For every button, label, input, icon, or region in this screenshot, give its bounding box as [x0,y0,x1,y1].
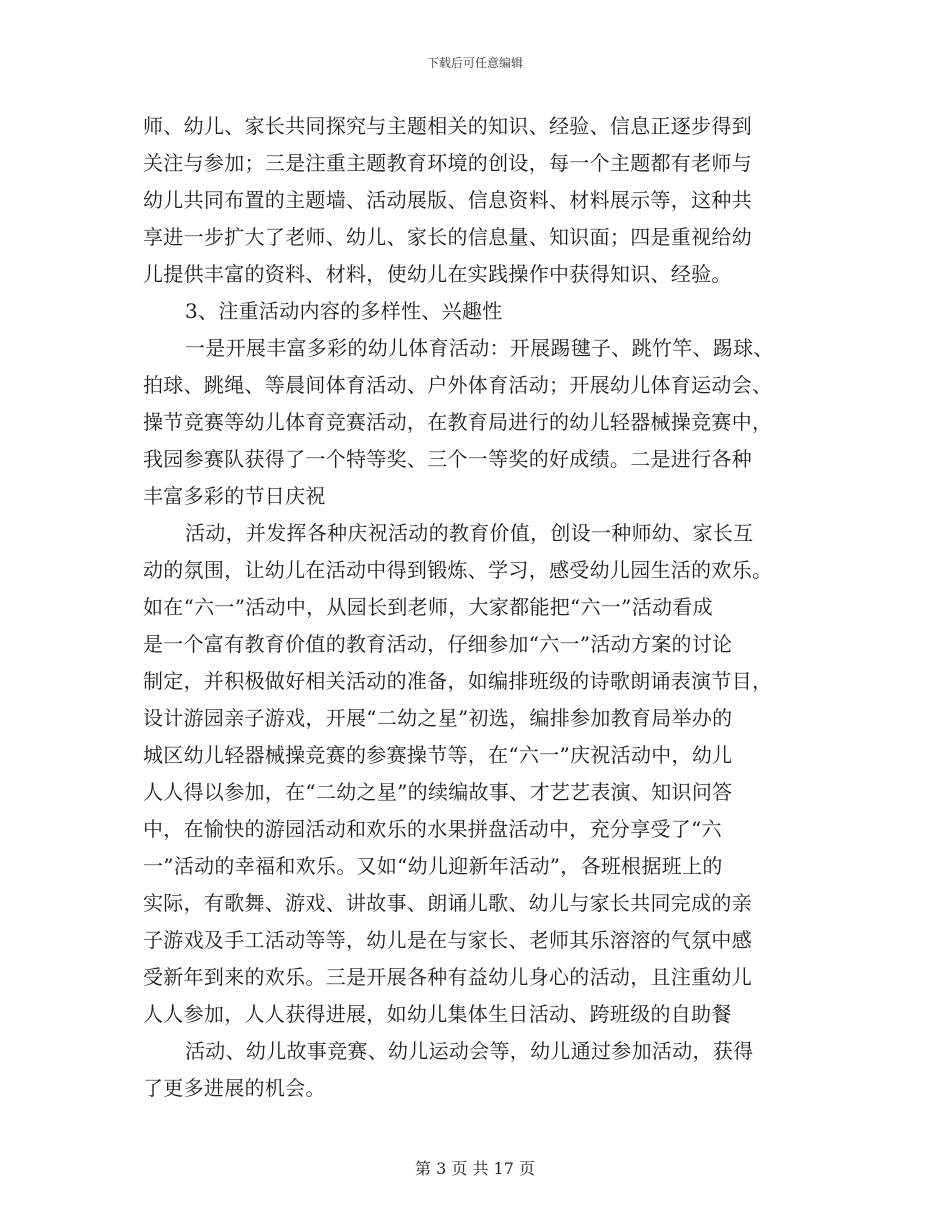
text-line: 设计游园亲子游戏，开展“二幼之星”初选，编排参加教育局举办的 [143,706,733,730]
text-line: 实际，有歌舞、游戏、讲故事、朗诵儿歌、幼儿与家长共同完成的亲 [143,891,752,915]
text-line: 中，在愉快的游园活动和欢乐的水果拼盘活动中，充分享受了“六 [143,817,722,841]
page-number: 第 3 页 共 17 页 [415,1159,535,1178]
text-line: 一是开展丰富多彩的幼儿体育活动：开展踢毽子、跳竹竿、踢球、 [185,336,774,360]
text-line: 如在“六一”活动中，从园长到老师，大家都能把“六一”活动看成 [143,595,713,619]
text-line: 关注与参加；三是注重主题教育环境的创设，每一个主题都有老师与 [143,151,752,175]
text-line: 子游戏及手工活动等等，幼儿是在与家长、老师其乐溶溶的气氛中感 [143,928,752,952]
text-line: 城区幼儿轻器械操竞赛的参赛操节等，在“六一”庆祝活动中，幼儿 [143,743,733,767]
text-line: 是一个富有教育价值的教育活动，仔细参加“六一”活动方案的讨论 [143,632,733,656]
text-line: 师、幼儿、家长共同探究与主题相关的知识、经验、信息正逐步得到 [143,114,752,138]
text-line: 活动，并发挥各种庆祝活动的教育价值，创设一种师幼、家长互 [185,521,754,545]
page-header: 下载后可任意编辑 [426,56,523,70]
text-line: 操节竞赛等幼儿体育竞赛活动，在教育局进行的幼儿轻器械操竞赛中， [143,410,773,434]
text-line: 享进一步扩大了老师、幼儿、家长的信息量、知识面；四是重视给幼 [143,225,752,249]
text-line: 受新年到来的欢乐。三是开展各种有益幼儿身心的活动，且注重幼儿 [143,965,752,989]
document-body [143,108,808,1107]
section-heading: 3、注重活动内容的多样性、兴趣性 [185,299,503,323]
text-line: 动的氛围，让幼儿在活动中得到锻炼、学习，感受幼儿园生活的欢乐。 [143,558,773,582]
text-line: 了更多进展的机会。 [143,1076,326,1100]
text-line: 拍球、跳绳、等晨间体育活动、户外体育活动；开展幼儿体育运动会、 [143,373,773,397]
text-line: 我园参赛队获得了一个特等奖、三个一等奖的好成绩。二是进行各种 [143,447,752,471]
text-line: 丰富多彩的节日庆祝 [143,484,326,508]
text-line: 活动、幼儿故事竞赛、幼儿运动会等，幼儿通过参加活动，获得 [185,1039,754,1063]
text-line: 人人得以参加，在“二幼之星”的续编故事、才艺艺表演、知识问答 [143,780,733,804]
text-line: 人人参加，人人获得进展，如幼儿集体生日活动、跨班级的自助餐 [143,1002,732,1026]
text-line: 幼儿共同布置的主题墙、活动展版、信息资料、材料展示等，这种共 [143,188,752,212]
text-line: 制定，并积极做好相关活动的准备，如编排班级的诗歌朗诵表演节目， [143,669,773,693]
text-line: 儿提供丰富的资料、材料，使幼儿在实践操作中获得知识、经验。 [143,262,732,286]
text-line: 一”活动的幸福和欢乐。又如“幼儿迎新年活动”，各班根据班上的 [143,854,723,878]
